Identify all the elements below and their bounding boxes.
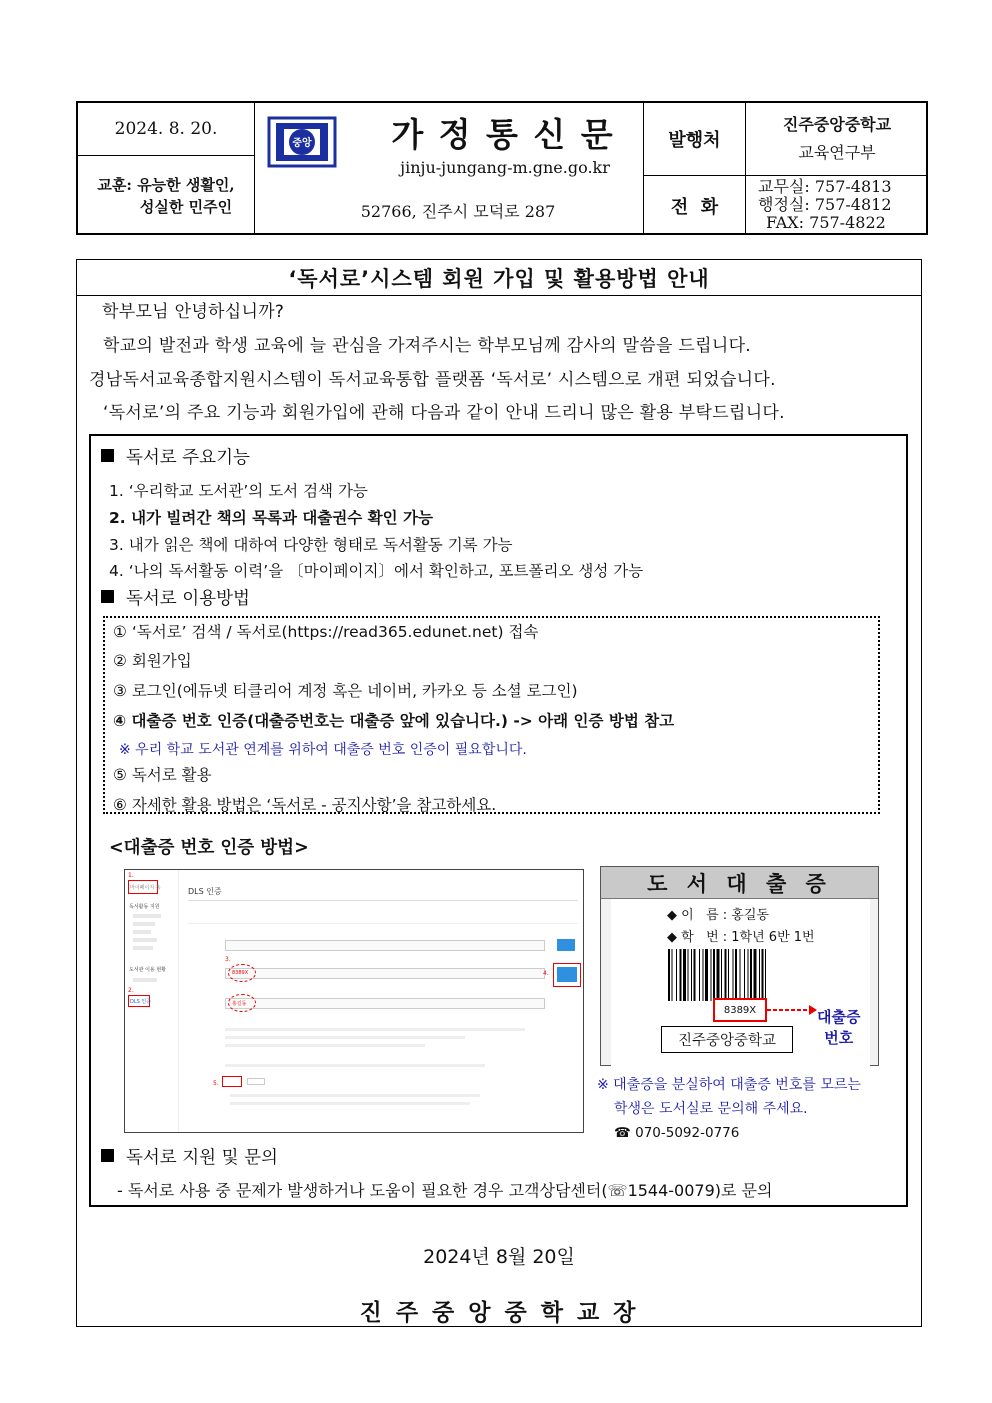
- phone-list: [758, 178, 928, 232]
- card-school: 진주중앙중학교: [661, 1026, 793, 1053]
- feature-item: 2. 내가 빌려간 책의 목록과 대출권수 확인 가능: [109, 509, 433, 527]
- svg-text:중앙: 중앙: [292, 138, 312, 149]
- issue-date: 2024. 8. 20.: [114, 119, 218, 139]
- features-heading: 독서로 주요기능: [101, 444, 250, 469]
- screenshot-title: DLS 인증: [188, 887, 222, 896]
- library-card: [600, 866, 879, 1066]
- phone-fax: FAX: 757-4822: [766, 213, 886, 232]
- newsletter-title: 가 정 통 신 문: [391, 115, 615, 154]
- square-bullet-icon: [101, 1149, 114, 1162]
- card-title: 도 서 대 출 증: [601, 867, 878, 899]
- publisher-label: 발행처: [668, 130, 721, 151]
- notice-title: ‘독서로’시스템 회원 가입 및 활용방법 안내: [77, 260, 921, 296]
- school-logo: [266, 115, 338, 169]
- barcode-icon: [666, 949, 816, 1001]
- usage-step: ④ 대출증 번호 인증(대출증번호는 대출증 앞에 있습니다.) -> 아래 인증 방법 참고: [113, 712, 675, 730]
- arrow-icon: [767, 1003, 817, 1017]
- square-bullet-icon: [101, 449, 114, 462]
- usage-note: ※ 우리 학교 도서관 연계를 위하여 대출증 번호 인증이 필요합니다.: [119, 742, 527, 758]
- publisher: 진주중앙중학교 교육연구부: [782, 115, 892, 162]
- square-bullet-icon: [101, 590, 114, 603]
- school-website: jinju-jungang-m.gne.go.kr: [400, 158, 610, 177]
- card-name: ◆ 이 름 : 홍길동: [667, 908, 769, 923]
- support-text: - 독서로 사용 중 문제가 발생하거나 도움이 필요한 경우 고객상담센터(☏1544-0079)로 문의: [117, 1181, 773, 1200]
- footer-date: 2024년 8월 20일: [423, 1246, 575, 1268]
- phone-office: 교무실: 757-4813: [758, 177, 892, 196]
- usage-step: ① ‘독서로’ 검색 / 독서로(https://read365.edunet.net) 접속: [113, 623, 539, 641]
- principal-signature: 진 주 중 앙 중 학 교 장: [359, 1299, 639, 1326]
- usage-step: ⑤ 독서로 활용: [113, 766, 212, 784]
- usage-heading: 독서로 이용방법: [101, 585, 250, 610]
- usage-step: ⑥ 자세한 활용 방법은 ‘독서로 - 공지사항’을 참고하세요.: [113, 796, 497, 814]
- feature-item: 3. 내가 읽은 책에 대하여 다양한 형태로 독서활동 기록 가능: [109, 536, 513, 554]
- highlight-box: [222, 1076, 242, 1087]
- intro-line-2: 학교의 발전과 학생 교육에 늘 관심을 가져주시는 학부모님께 감사의 말씀을 드립니다.: [103, 336, 752, 356]
- phone-label: 전 화: [670, 196, 719, 218]
- barcode-number: 8389X: [713, 998, 767, 1022]
- newsletter-header: [76, 101, 928, 235]
- notice-body: [76, 259, 922, 1327]
- lost-card-phone: ☎ 070-5092-0776: [614, 1125, 740, 1141]
- card-student-id: ◆ 학 번 : 1학년 6반 1번: [667, 930, 815, 945]
- dls-auth-screenshot: 1. 마이페이지 홈 독서활동 지원 도서관 이용 현황 2. DLS 인증 DLS 인증 3. 8389X 4. 홍길동 5.: [124, 869, 584, 1133]
- lost-card-note: ※ 대출증을 분실하여 대출증 번호를 모르는 학생은 도서실로 문의해 주세요. ☎ 070-5092-0776: [597, 1073, 861, 1145]
- support-heading: 독서로 지원 및 문의: [101, 1144, 278, 1169]
- card-number-label: 대출증 번호: [817, 1008, 861, 1047]
- phone-admin: 행정실: 757-4812: [758, 195, 892, 214]
- usage-step: ② 회원가입: [113, 652, 192, 670]
- auth-button-mock: [557, 967, 577, 982]
- info-box: [89, 434, 908, 1207]
- usage-steps: [103, 616, 880, 814]
- feature-item: 1. ‘우리학교 도서관’의 도서 검색 가능: [109, 482, 368, 500]
- intro-line-4: ‘독서로’의 주요 기능과 회원가입에 관해 다음과 같이 안내 드리니 많은 활용 부탁드립니다.: [103, 403, 785, 423]
- auth-heading: <대출증 번호 인증 방법>: [109, 838, 309, 858]
- school-address: 52766, 진주시 모덕로 287: [360, 202, 556, 221]
- intro-line-3: 경남독서교육종합지원시스템이 독서교육통합 플랫폼 ‘독서로’ 시스템으로 개편 되었습니다.: [89, 370, 776, 390]
- intro-line-1: 학부모님 안녕하십니까?: [102, 302, 285, 322]
- school-motto: 교훈: 유능한 생활인, 성실한 민주인: [97, 175, 235, 216]
- usage-step: ③ 로그인(에듀넷 티클리어 계정 혹은 네이버, 카카오 등 소셜 로그인): [113, 682, 578, 700]
- feature-item: 4. ‘나의 독서활동 이력’을 〔마이페이지〕에서 확인하고, 포트폴리오 생성 가능: [109, 562, 644, 580]
